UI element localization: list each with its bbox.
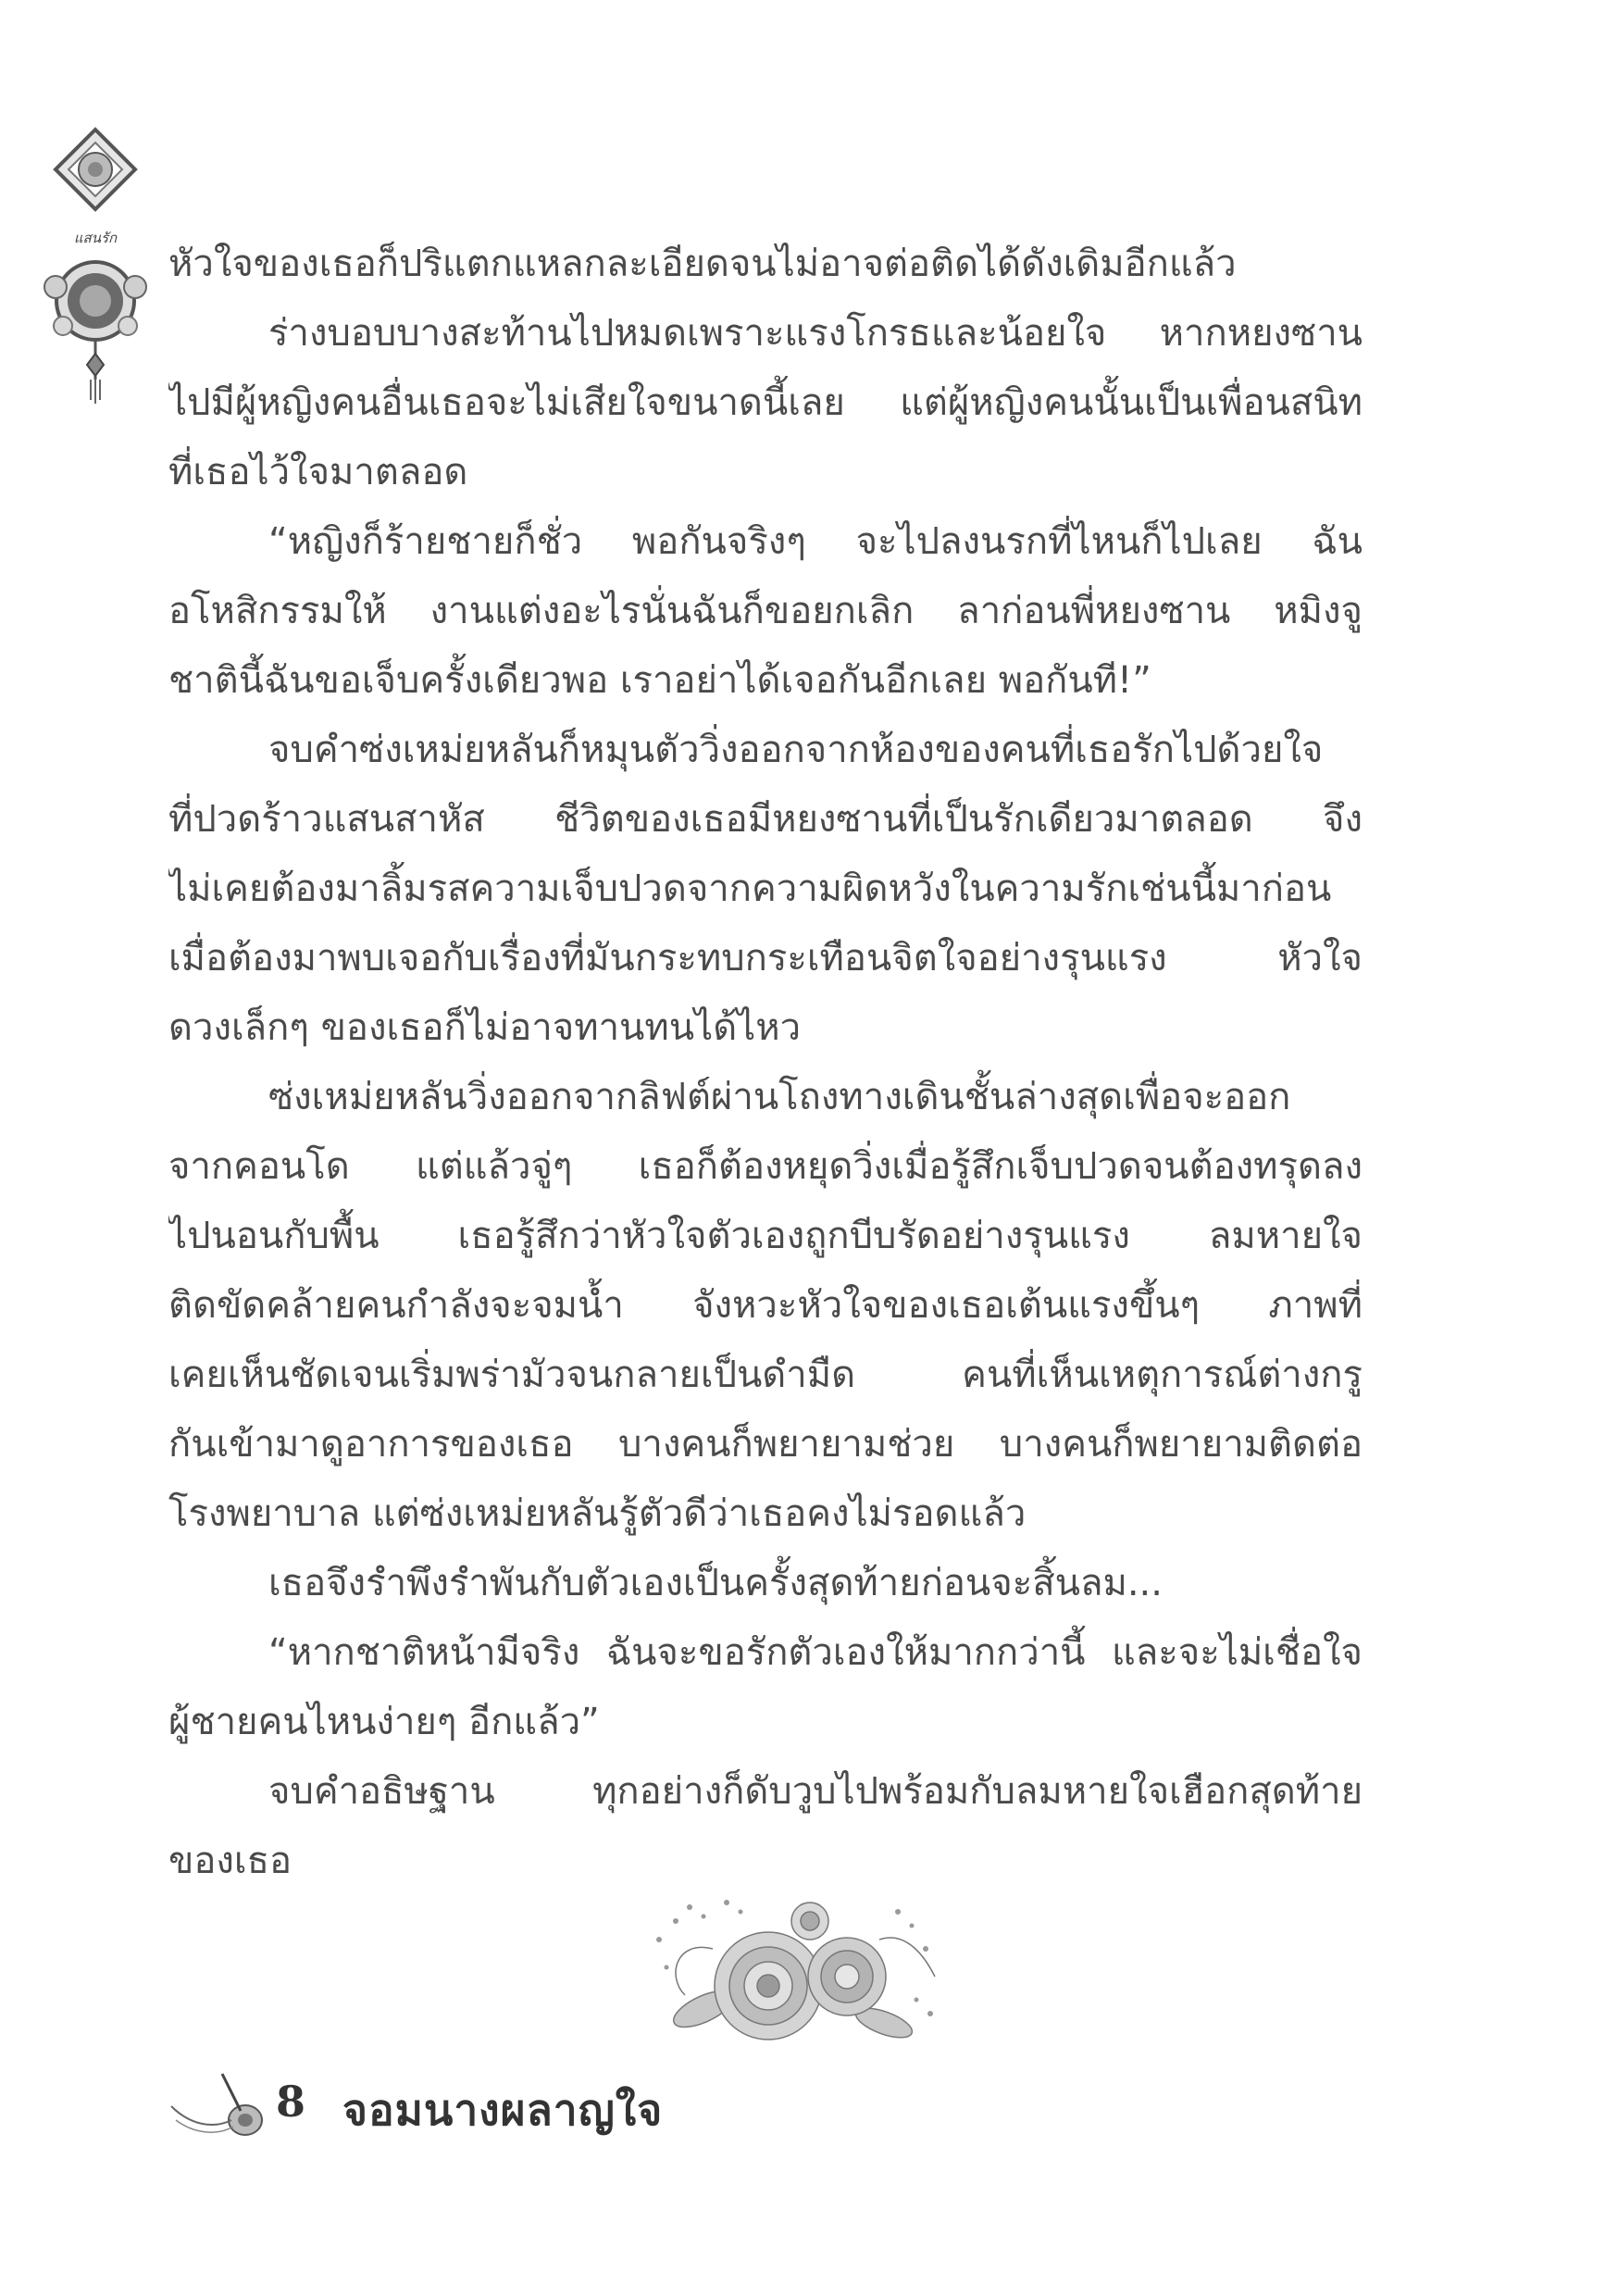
text-line: จบคำซ่งเหม่ยหลันก็หมุนตัววิ่งออกจากห้องของคนที่เธอรักไปด้วยใจ	[268, 729, 1324, 771]
body-text	[168, 230, 1363, 1896]
text-line: ของเธอ	[168, 1840, 292, 1882]
rose-illustration-icon	[648, 1884, 944, 2060]
text-line: จากคอนโด แต่แล้วจู่ๆ เธอก็ต้องหยุดวิ่งเมื่อรู้สึกเจ็บปวดจนต้องทรุดลง	[168, 1145, 1363, 1188]
text-line: ผู้ชายคนไหนง่ายๆ อีกแล้ว”	[168, 1701, 600, 1743]
page-footer	[167, 2069, 907, 2143]
text-line: ติดขัดคล้ายคนกำลังจะจมน้ำ จังหวะหัวใจของเธอเต้นแรงขึ้นๆ ภาพที่	[168, 1284, 1363, 1327]
text-line: จบคำอธิษฐาน ทุกอย่างก็ดับวูบไปพร้อมกับลมหายใจเฮือกสุดท้าย	[268, 1770, 1363, 1813]
page-number: 8	[276, 2077, 306, 2127]
text-line: “หากชาติหน้ามีจริง ฉันจะขอรักตัวเองให้มากกว่านี้ และจะไม่เชื่อใจ	[268, 1631, 1363, 1674]
text-line: หัวใจของเธอก็ปริแตกแหลกละเอียดจนไม่อาจต่อติดได้ดังเดิมอีกแล้ว	[168, 243, 1237, 285]
text-line: ไปมีผู้หญิงคนอื่นเธอจะไม่เสียใจขนาดนี้เลย แต่ผู้หญิงคนนั้นเป็นเพื่อนสนิท	[168, 381, 1363, 424]
decorative-seal-icon	[35, 111, 156, 407]
text-line: อโหสิกรรมให้ งานแต่งอะไรนั่นฉันก็ขอยกเลิก ลาก่อนพี่หยงซาน หมิงจู	[168, 590, 1363, 632]
text-line: เธอจึงรำพึงรำพันกับตัวเองเป็นครั้งสุดท้ายก่อนจะสิ้นลม...	[268, 1562, 1163, 1604]
text-line: ที่เธอไว้ใจมาตลอด	[168, 451, 468, 493]
needle-thread-icon	[167, 2069, 278, 2143]
text-line: กันเข้ามาดูอาการของเธอ บางคนก็พยายามช่วย บางคนก็พยายามติดต่อ	[168, 1423, 1363, 1466]
text-line: ดวงเล็กๆ ของเธอก็ไม่อาจทานทนได้ไหว	[168, 1006, 802, 1049]
text-line: ซ่งเหม่ยหลันวิ่งออกจากลิฟต์ผ่านโถงทางเดินชั้นล่างสุดเพื่อจะออก	[268, 1076, 1291, 1118]
text-line: โรงพยาบาล แต่ซ่งเหม่ยหลันรู้ตัวดีว่าเธอคงไม่รอดแล้ว	[168, 1492, 1027, 1535]
text-line: ที่ปวดร้าวแสนสาหัส ชีวิตของเธอมีหยงซานที่เป็นรักเดียวมาตลอด จึง	[168, 798, 1363, 841]
text-line: “หญิงก็ร้ายชายก็ชั่ว พอกันจริงๆ จะไปลงนรกที่ไหนก็ไปเลย ฉัน	[268, 520, 1363, 563]
text-line: เคยเห็นชัดเจนเริ่มพร่ามัวจนกลายเป็นดำมืด คนที่เห็นเหตุการณ์ต่างกรู	[168, 1354, 1363, 1396]
book-title: จอมนางผลาญใจ	[342, 2085, 664, 2135]
text-line: เมื่อต้องมาพบเจอกับเรื่องที่มันกระทบกระเทือนจิตใจอย่างรุนแรง หัวใจ	[168, 937, 1363, 980]
text-line: ไปนอนกับพื้น เธอรู้สึกว่าหัวใจตัวเองถูกบีบรัดอย่างรุนแรง ลมหายใจ	[168, 1215, 1363, 1257]
text-line: ชาตินี้ฉันขอเจ็บครั้งเดียวพอ เราอย่าได้เจอกันอีกเลย พอกันที!”	[168, 659, 1151, 702]
text-line: ร่างบอบบางสะท้านไปหมดเพราะแรงโกรธและน้อยใจ หากหยงซาน	[268, 312, 1363, 355]
text-line: ไม่เคยต้องมาลิ้มรสความเจ็บปวดจากความผิดหวังในความรักเช่นนี้มาก่อน	[168, 867, 1332, 910]
seal-lettering: แสนรัก	[73, 230, 118, 246]
